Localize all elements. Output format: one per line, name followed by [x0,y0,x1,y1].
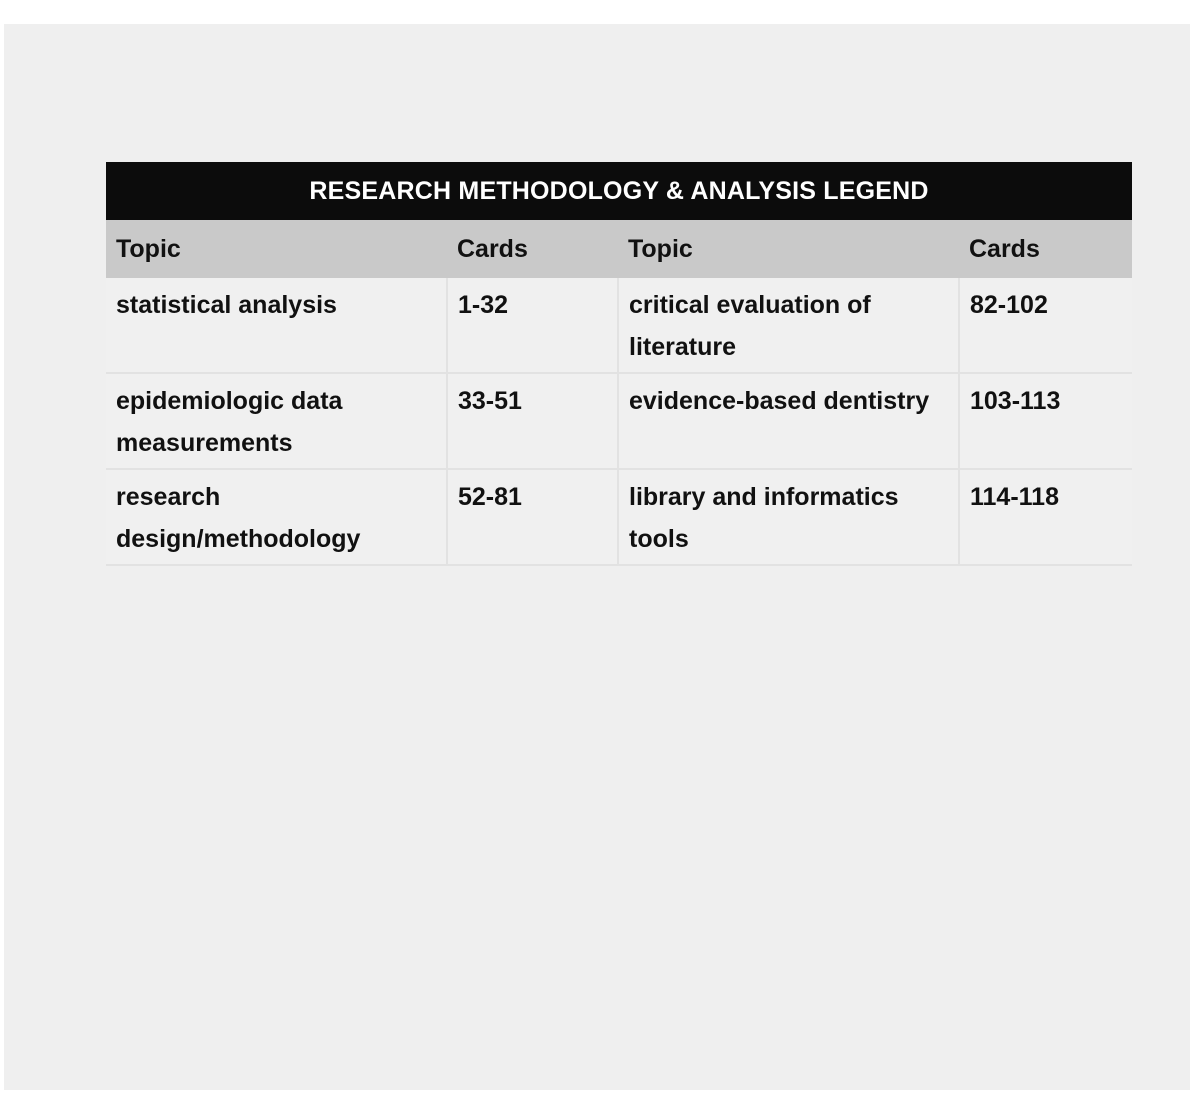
header-topic-left: Topic [106,220,447,278]
table-row [106,469,1132,565]
topic-cell: statistical analysis [106,278,447,373]
table-row [106,278,1132,373]
header-cards-right: Cards [959,220,1132,278]
cards-cell: 103-113 [959,373,1132,469]
topic-cell: epidemiologic data measurements [106,373,447,469]
topic-cell: library and informatics tools [618,469,959,565]
cards-cell: 33-51 [447,373,618,469]
legend-title-row [106,162,1132,220]
table-row [106,373,1132,469]
topic-cell: critical evaluation of literature [618,278,959,373]
topic-cell: research design/methodology [106,469,447,565]
legend-header-row [106,220,1132,278]
cards-cell: 82-102 [959,278,1132,373]
legend-title: RESEARCH METHODOLOGY & ANALYSIS LEGEND [106,162,1132,220]
cards-cell: 114-118 [959,469,1132,565]
cards-cell: 52-81 [447,469,618,565]
cards-cell: 1-32 [447,278,618,373]
legend-table [106,162,1132,566]
topic-cell: evidence-based dentistry [618,373,959,469]
header-topic-right: Topic [618,220,959,278]
header-cards-left: Cards [447,220,618,278]
